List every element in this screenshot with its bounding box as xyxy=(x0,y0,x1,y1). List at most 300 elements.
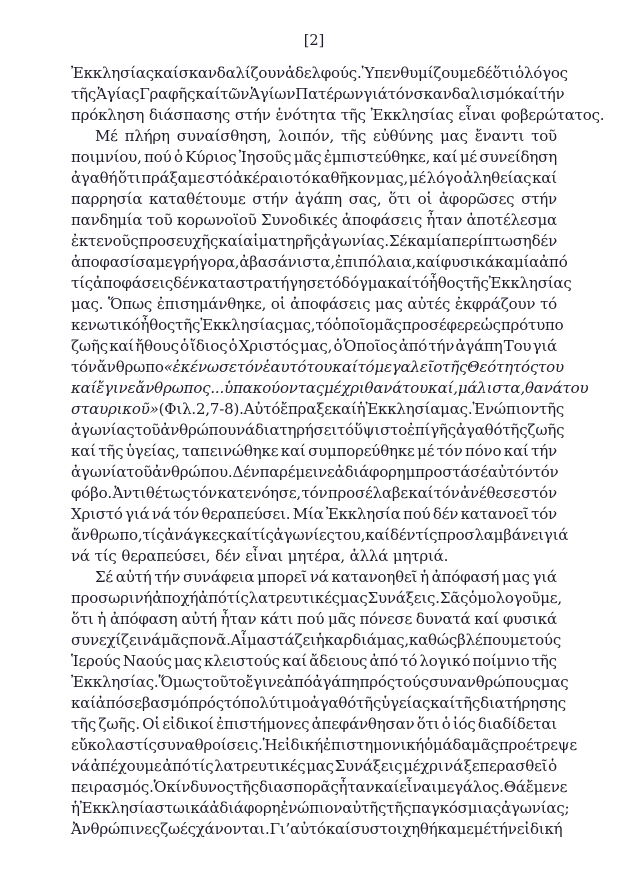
word: τοῦ xyxy=(146,211,173,229)
quote-word: ὑπακούοντας xyxy=(224,379,324,397)
word: ὑγείας xyxy=(381,694,431,712)
word: μας xyxy=(339,589,368,607)
word: καί xyxy=(109,337,134,355)
word: τήν xyxy=(490,820,517,838)
word: καί xyxy=(374,778,400,796)
word: ἀληθείας xyxy=(463,169,532,187)
word: θεραπεύσει. xyxy=(201,505,291,523)
word: προσέφερε xyxy=(401,316,481,334)
word: συνείδηση xyxy=(479,148,557,166)
text-line xyxy=(71,189,557,210)
word: ὁ xyxy=(515,64,524,82)
word: τό xyxy=(540,295,557,313)
text-line xyxy=(71,336,557,357)
word: ἀβασάνιστα, xyxy=(239,253,335,271)
word: τόν xyxy=(301,484,328,502)
word: αὐτή xyxy=(181,610,217,628)
word: ἰός xyxy=(452,715,476,733)
word: λοιπόν, xyxy=(278,127,335,145)
word: Ἡ xyxy=(262,736,278,754)
quote-word: μέχρι xyxy=(323,379,365,397)
word: εἰδική xyxy=(516,820,563,838)
word: ἀγωνίας. xyxy=(320,232,389,250)
quote-word: καί, xyxy=(428,379,458,397)
word: ἀπόφασή xyxy=(431,568,500,586)
word: φυσικά xyxy=(502,610,557,628)
word: ἀδιάφορη xyxy=(334,463,406,481)
word: ὅτι xyxy=(388,190,411,208)
quote-word: ἔγινε xyxy=(96,379,136,397)
word: μᾶς xyxy=(374,316,402,334)
word: Ὁ xyxy=(153,778,167,796)
word: πρότυπο xyxy=(500,316,564,334)
word: ἡ xyxy=(356,400,366,418)
word: διάσπασης xyxy=(148,106,231,124)
word: κάτι xyxy=(260,610,294,628)
word: Θά xyxy=(503,778,526,796)
text-line xyxy=(71,546,557,567)
text-line xyxy=(71,777,568,798)
word: τό xyxy=(293,169,311,187)
word: γιά xyxy=(125,505,150,523)
word: καί xyxy=(71,694,96,712)
word: λογικό xyxy=(419,652,471,670)
word: Ἐκκλησίας xyxy=(71,64,154,82)
word: τῆς xyxy=(71,85,97,103)
text-line xyxy=(71,525,569,546)
word: ὡς xyxy=(480,316,501,334)
word: Πατέρων xyxy=(295,85,364,103)
word: συμπορεύθηκε xyxy=(308,442,415,460)
word: εὐθύνης xyxy=(373,127,434,145)
word: Ἐκκλησίας xyxy=(200,316,284,334)
word: τό xyxy=(400,652,418,670)
word: λατρευτικές xyxy=(248,589,340,607)
text-line xyxy=(71,378,589,399)
word: Ναούς xyxy=(122,652,172,670)
word: ὅτι xyxy=(118,169,141,187)
text-line xyxy=(71,798,570,819)
word: μας. xyxy=(440,400,473,418)
word: Ἐκκλησίας xyxy=(370,106,454,124)
word: ἀπό xyxy=(198,589,227,607)
word: Χριστός xyxy=(238,337,299,355)
word: τόν xyxy=(532,463,559,481)
word: τόν xyxy=(433,484,460,502)
word: τῆς xyxy=(71,715,97,733)
word: κίνδυνος xyxy=(166,778,234,796)
word: τῆς xyxy=(340,106,366,124)
word: ἡ xyxy=(97,610,107,628)
word: καί xyxy=(408,484,434,502)
word: τήν xyxy=(154,568,181,586)
text-line xyxy=(71,672,569,693)
word: σκανδαλίζουν xyxy=(178,64,286,82)
word: ἀποχή xyxy=(152,589,199,607)
text-line xyxy=(71,819,563,840)
word: ἄνθρωπο, xyxy=(71,526,143,544)
text-line xyxy=(71,210,557,231)
word: πλήρη xyxy=(124,127,170,145)
word: αὐτόν xyxy=(487,463,533,481)
word: μας. xyxy=(71,295,104,313)
word: τό xyxy=(315,316,333,334)
word: Ἐνώπιον xyxy=(472,400,540,418)
word: ἔναντι xyxy=(474,127,525,145)
word: στωικά xyxy=(154,799,210,817)
text-line xyxy=(71,273,572,294)
word: γιά xyxy=(532,568,557,586)
word: Ἐκκλησία xyxy=(365,400,441,418)
word: αὐτή xyxy=(115,568,152,586)
word: νά xyxy=(309,568,329,586)
word: βλέπουμε xyxy=(457,631,527,649)
word: εἶναι xyxy=(245,547,283,565)
word: ξεπερασθεῖ xyxy=(463,757,548,775)
word: στόν xyxy=(521,484,557,502)
word: καί xyxy=(226,526,252,544)
word: δέν xyxy=(389,526,416,544)
text-line xyxy=(71,420,565,441)
word: αὐτό xyxy=(290,820,326,838)
word: ἡ xyxy=(71,799,80,817)
quote-word: «ἐκένωσε xyxy=(163,358,237,376)
word: διατήρησης xyxy=(480,694,566,712)
word: ἐπί xyxy=(407,421,431,439)
word: ζωές xyxy=(160,820,196,838)
word: παρέμεινε xyxy=(259,463,335,481)
word: Ἱερούς xyxy=(71,652,121,670)
word: Ὁποῖος xyxy=(343,337,398,355)
word: γιά xyxy=(532,337,557,355)
word: μας xyxy=(540,673,569,691)
word: τίς xyxy=(94,547,117,565)
word: ἀγάπη xyxy=(455,337,503,355)
word: τοῦ xyxy=(531,127,557,145)
word: κενωτικό xyxy=(71,316,141,334)
word: αὐτές xyxy=(407,295,451,313)
word: καί xyxy=(282,652,307,670)
text-line xyxy=(71,441,557,462)
word: ἀπό xyxy=(162,757,191,775)
word: πράξαμε xyxy=(141,169,205,187)
word: εἰδική xyxy=(277,736,324,754)
word: Ὅμως xyxy=(158,673,203,691)
word: ἀγάπη xyxy=(294,190,342,208)
word: τόν xyxy=(531,505,557,523)
word: ἀνέθεσε xyxy=(460,484,521,502)
word: Συνοδικές xyxy=(261,211,338,229)
word: τούς xyxy=(394,673,429,691)
word: τοῦτο xyxy=(202,673,246,691)
word: τίς xyxy=(415,526,438,544)
text-line xyxy=(71,147,557,168)
word: παρρησία xyxy=(71,190,143,208)
word: καθώς xyxy=(408,631,458,649)
word: Αὐτό xyxy=(243,400,281,418)
word: τοῦ xyxy=(134,421,161,439)
word: ποιμνίου, xyxy=(71,148,142,166)
word: ἀκέραιο xyxy=(233,169,293,187)
word: γῆς xyxy=(430,421,457,439)
word: ἀγαθό xyxy=(456,421,503,439)
word: τῶν xyxy=(220,85,250,103)
word: ζωῆς. xyxy=(98,715,140,733)
quote-word: του xyxy=(538,358,564,376)
word: καί xyxy=(387,274,412,292)
word: ἐπιστημονική xyxy=(323,736,425,754)
word: Ὅπως xyxy=(107,295,153,313)
word: τοῦ xyxy=(126,463,153,481)
word: μας xyxy=(174,652,202,670)
word: μᾶς xyxy=(328,610,356,628)
word: ὅτι xyxy=(416,715,440,733)
word: ἑνότητα xyxy=(275,106,336,124)
word: τίς xyxy=(251,526,274,544)
quote-word: θανάτου xyxy=(524,379,589,397)
word: κλειστούς xyxy=(204,652,280,670)
word: μας xyxy=(501,568,530,586)
word: ἀποφάσεις xyxy=(92,274,174,292)
word: Ἐκκλησία xyxy=(79,799,155,817)
word: προσέλαβε xyxy=(327,484,408,502)
text-line xyxy=(71,630,562,651)
word: Σέ xyxy=(388,232,407,250)
word: διασπορᾶς xyxy=(258,778,339,796)
word: δέν xyxy=(173,274,199,292)
word: ἀπόφαση xyxy=(109,610,178,628)
text-line xyxy=(71,315,564,336)
word: Συνάξεις xyxy=(334,757,403,775)
word: κατανοεῖ xyxy=(460,505,529,523)
word: Σέ xyxy=(95,568,113,586)
word: μπορεῖ xyxy=(257,568,307,586)
word: νά xyxy=(71,757,90,775)
word: τόν xyxy=(436,442,463,460)
word: τῆς xyxy=(356,694,382,712)
word: καταθέτουμε xyxy=(149,190,246,208)
word: τῆς xyxy=(98,442,124,460)
word: καί xyxy=(474,610,500,628)
word: ἀπό xyxy=(284,673,313,691)
word: δυνατά xyxy=(415,610,471,628)
word: συναθροίσεις. xyxy=(156,736,263,754)
word: τήν xyxy=(538,85,565,103)
page-body xyxy=(71,63,605,840)
word: μέ xyxy=(473,820,491,838)
quote-word: του xyxy=(306,358,333,376)
word: ἀγωνίες xyxy=(273,526,335,544)
word: αὐτῆς xyxy=(342,799,387,817)
word: στήν xyxy=(234,106,271,124)
word: καί xyxy=(365,526,390,544)
word: διαδίδεται xyxy=(477,715,557,733)
word: ὁμάδα xyxy=(424,736,472,754)
word: τῆς xyxy=(455,694,481,712)
word: ὕψιστο xyxy=(353,421,408,439)
paragraph xyxy=(71,567,577,840)
word: δέν xyxy=(432,505,459,523)
word: Ἀνθρώπινες xyxy=(71,820,161,838)
word: Αἷμα xyxy=(230,631,267,649)
word: ἦθος xyxy=(140,316,176,334)
word: ἀπό xyxy=(539,253,568,271)
word: ἦταν xyxy=(426,211,463,229)
word: ἀδελφούς. xyxy=(285,64,362,82)
word: τό xyxy=(336,421,354,439)
word: μας xyxy=(375,295,403,313)
word: Του xyxy=(503,337,532,355)
word: σας, xyxy=(348,190,382,208)
paragraph xyxy=(71,126,589,567)
word: Ἁγίων xyxy=(249,85,296,103)
word: συστοιχηθήκαμε xyxy=(350,820,474,838)
word: μέχρι xyxy=(403,757,444,775)
quote-word: Θεότητός xyxy=(467,358,539,376)
word: ἀπό xyxy=(95,694,125,712)
word: τῆς xyxy=(531,652,557,670)
word: ἔμενε xyxy=(525,778,568,796)
word: ἀποφασίσαμε xyxy=(71,253,173,271)
word: Ἁγίας xyxy=(96,85,140,103)
word: καί xyxy=(71,442,96,460)
word: ὑγείας, xyxy=(125,442,180,460)
word: ἀποφάσεις xyxy=(341,211,423,229)
word: καμία xyxy=(494,253,540,271)
word: καί xyxy=(432,148,458,166)
word: μας, xyxy=(299,337,333,355)
word: καί xyxy=(430,694,456,712)
word: συνάφεια xyxy=(182,568,255,586)
word: ἔπραξε xyxy=(280,400,332,418)
word: ὁ xyxy=(173,148,183,166)
word: σκανδαλισμό xyxy=(413,85,514,103)
word: τόν xyxy=(191,484,217,502)
word: δέν xyxy=(215,547,241,565)
word: ἐνώπιον xyxy=(280,799,343,817)
word: ζωῆς xyxy=(71,337,108,355)
word: Γραφῆς xyxy=(139,85,196,103)
quote-word: μεγαλεῖο xyxy=(374,358,443,376)
word: δέ xyxy=(476,64,493,82)
word: Ἰησοῦς xyxy=(238,148,292,166)
word: τό xyxy=(411,274,429,292)
word: ἄδειους xyxy=(309,652,368,670)
paragraph xyxy=(71,63,605,126)
word: πόνο xyxy=(465,442,502,460)
word: νά xyxy=(71,547,90,565)
word: 7-8). xyxy=(209,400,244,418)
word: μᾶς xyxy=(471,736,499,754)
word: Μέ xyxy=(95,127,118,145)
quote-word: σταυρικοῦ» xyxy=(71,400,159,418)
word: καρδιά xyxy=(324,631,377,649)
word: τῆς xyxy=(386,799,412,817)
word: παγκόσμιας xyxy=(411,799,502,817)
word: χάνονται. xyxy=(195,820,270,838)
word: μας xyxy=(306,757,334,775)
word: αἱματηρῆς xyxy=(243,232,321,250)
word: ἔγινε xyxy=(245,673,285,691)
word: Συνάξεις. xyxy=(367,589,440,607)
word: ἀγάπη xyxy=(312,673,360,691)
word: στάζει xyxy=(266,631,316,649)
word: προέτρεψε xyxy=(498,736,577,754)
word: πονᾶ. xyxy=(188,631,231,649)
word: τῆς xyxy=(502,421,528,439)
word: ἀδιάφορη xyxy=(209,799,281,817)
word: τήν xyxy=(531,442,557,460)
word: πού xyxy=(144,148,172,166)
text-line xyxy=(71,609,557,630)
word: τόν xyxy=(71,358,97,376)
text-line xyxy=(71,588,562,609)
word: εἶναι xyxy=(399,778,437,796)
word: ταπεινώθηκε xyxy=(182,442,279,460)
word: καταστρατήγησε xyxy=(198,274,325,292)
word: ἡ xyxy=(315,631,325,649)
word: στήν xyxy=(252,190,289,208)
word: τούς xyxy=(526,631,562,649)
text-line xyxy=(71,63,568,84)
word: ἐπισημάνθηκε, xyxy=(156,295,267,313)
word: ὁ xyxy=(548,757,557,775)
word: ἀλλά xyxy=(349,547,389,565)
quote-word: καί xyxy=(71,379,97,397)
word: ἀπέχουμε xyxy=(90,757,162,775)
word: προσλαμβάνει xyxy=(437,526,544,544)
word: στίς xyxy=(124,736,157,754)
word: ἐκφράζουν xyxy=(454,295,536,313)
word: ἡ xyxy=(420,568,429,586)
word: καμία xyxy=(407,232,452,250)
word: 2, xyxy=(195,400,210,418)
word: ἀγαθό xyxy=(309,694,357,712)
word: οἱ xyxy=(417,190,433,208)
quote-word: τῆς xyxy=(442,358,468,376)
text-line xyxy=(71,357,564,378)
text-line xyxy=(71,714,557,735)
word: ἐμπιστεύθηκε, xyxy=(323,148,431,166)
text-line xyxy=(71,756,557,777)
word: Ἀντιθέτως xyxy=(112,484,191,502)
word: ὁ xyxy=(441,715,451,733)
word: οἱ xyxy=(270,295,286,313)
text-line xyxy=(71,651,557,672)
word: καί xyxy=(325,820,351,838)
word: συνανθρώπους xyxy=(428,673,541,691)
word: Δέν xyxy=(232,463,260,481)
word: τῆς xyxy=(175,316,201,334)
text-line xyxy=(71,252,568,273)
text-line xyxy=(71,84,565,105)
word: ἴδιος xyxy=(190,337,228,355)
text-line xyxy=(71,693,566,714)
word: ἀποφάσεις xyxy=(290,295,371,313)
word: Μία xyxy=(292,505,324,523)
word: κορωνοϊοῦ xyxy=(176,211,257,229)
page-number: [2] xyxy=(303,33,325,49)
word: πρός xyxy=(188,694,224,712)
word: μᾶς xyxy=(161,631,189,649)
word: πού xyxy=(296,610,325,628)
word: πρός xyxy=(359,673,395,691)
word: προσωρινή xyxy=(71,589,153,607)
word: ἦταν xyxy=(338,778,375,796)
word: ἀπό xyxy=(398,337,428,355)
word: ἦθος xyxy=(428,274,464,292)
word: ἤθους xyxy=(135,337,179,355)
